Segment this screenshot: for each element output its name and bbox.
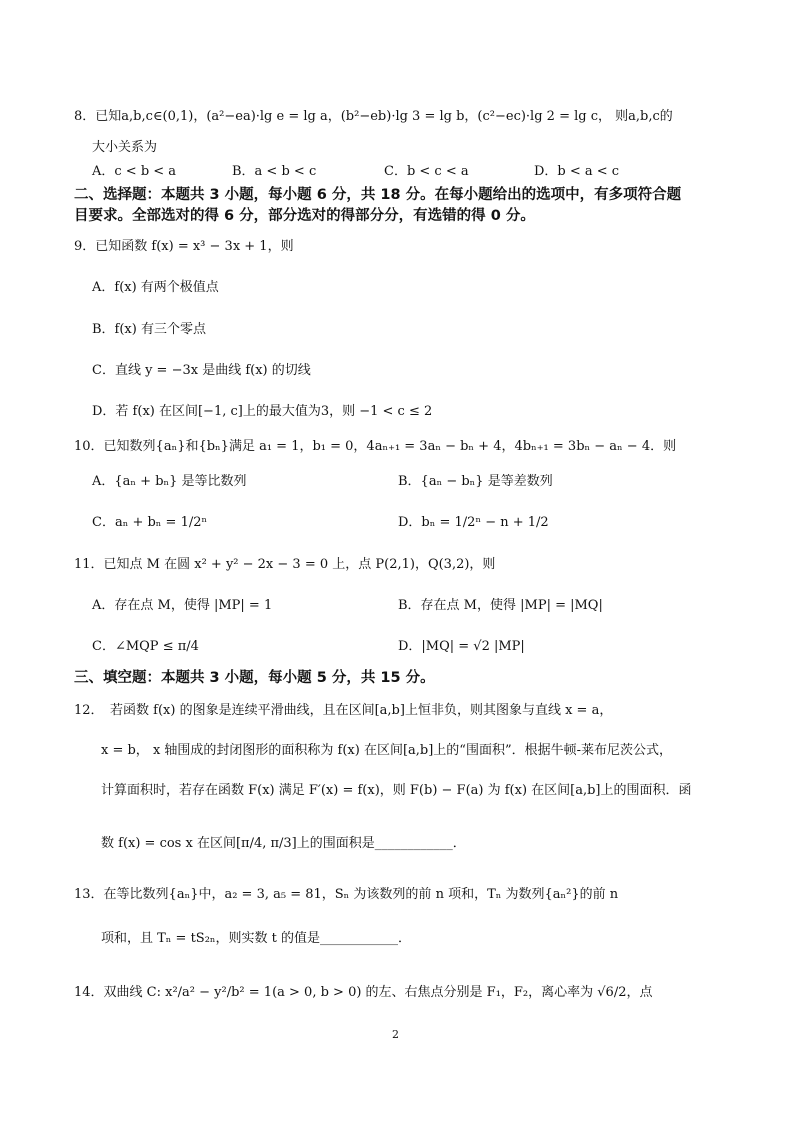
q12-line-2: x = b， x 轴围成的封闭图形的面积称为 f(x) 在区间[a,b]上的“围面积”．根据牛顿-莱布尼茨公式， — [101, 743, 672, 758]
q10-option-a: A．{aₙ + bₙ} 是等比数列 — [92, 474, 247, 489]
q8-option-b: B．a < b < c — [232, 164, 317, 179]
q14-line-1: 14．双曲线 C: x²/a² − y²/b² = 1(a > 0, b > 0) 的左、右焦点分别是 F₁，F₂，离心率为 √6/2，点 — [74, 985, 653, 1000]
q13-line-1: 13．在等比数列{aₙ}中，a₂ = 3, a₅ = 81，Sₙ 为该数列的前 n 项和，Tₙ 为数列{aₙ²}的前 n — [74, 887, 619, 902]
q12-line-1: 12． 若函数 f(x) 的图象是连续平滑曲线，且在区间[a,b]上恒非负，则其图象与直线 x = a， — [74, 703, 613, 718]
page-number: 2 — [392, 1028, 399, 1041]
q8-option-a: A．c < b < a — [92, 164, 177, 179]
q11-option-a: A．存在点 M，使得 |MP| = 1 — [92, 598, 273, 613]
section-2-line-1: 二、选择题：本题共 3 小题，每小题 6 分，共 18 分。在每小题给出的选项中，有多项符合题 — [74, 187, 682, 203]
q10-option-c: C．aₙ + bₙ = 1/2ⁿ — [92, 515, 208, 530]
q10-option-d: D．bₙ = 1/2ⁿ − n + 1/2 — [398, 515, 549, 530]
q11-option-d: D．|MQ| = √2 |MP| — [398, 639, 525, 654]
q9-stem: 9．已知函数 f(x) = x³ − 3x + 1，则 — [74, 239, 294, 254]
section-3-header: 三、填空题：本题共 3 小题，每小题 5 分，共 15 分。 — [74, 670, 435, 686]
q12-line-4: 数 f(x) = cos x 在区间[π/4, π/3]上的围面积是____________． — [101, 836, 466, 851]
q11-stem: 11．已知点 M 在圆 x² + y² − 2x − 3 = 0 上，点 P(2,1)，Q(3,2)，则 — [74, 557, 496, 572]
q9-option-c: C．直线 y = −3x 是曲线 f(x) 的切线 — [92, 363, 311, 378]
q11-option-b: B．存在点 M，使得 |MP| = |MQ| — [398, 598, 603, 613]
q10-stem: 10．已知数列{aₙ}和{bₙ}满足 a₁ = 1，b₁ = 0，4aₙ₊₁ = 3aₙ − bₙ + 4，4bₙ₊₁ = 3bₙ − aₙ − 4．则 — [74, 439, 677, 454]
q13-line-2: 项和，且 Tₙ = tS₂ₙ，则实数 t 的值是____________． — [101, 931, 412, 946]
q9-option-b: B．f(x) 有三个零点 — [92, 322, 206, 337]
q8-option-d: D．b < a < c — [534, 164, 620, 179]
q8-line-2: 大小关系为 — [92, 140, 158, 155]
q9-option-a: A．f(x) 有两个极值点 — [92, 280, 219, 295]
q8-option-c: C．b < c < a — [384, 164, 469, 179]
section-2-line-2: 目要求。全部选对的得 6 分，部分选对的得部分分，有选错的得 0 分。 — [74, 208, 535, 224]
q11-option-c: C．∠MQP ≤ π/4 — [92, 639, 199, 654]
q8-line-1: 8．已知a,b,c∈(0,1)，(a²−ea)·lg e = lg a，(b²−eb)·lg 3 = lg b，(c²−ec)·lg 2 = lg c， 则a,b,c的 — [74, 109, 673, 124]
q12-line-3: 计算面积时，若存在函数 F(x) 满足 F′(x) = f(x)，则 F(b) − F(a) 为 f(x) 在区间[a,b]上的围面积．函 — [101, 783, 692, 798]
q9-option-d: D．若 f(x) 在区间[−1, c]上的最大值为3，则 −1 < c ≤ 2 — [92, 404, 433, 419]
q10-option-b: B．{aₙ − bₙ} 是等差数列 — [398, 474, 553, 489]
